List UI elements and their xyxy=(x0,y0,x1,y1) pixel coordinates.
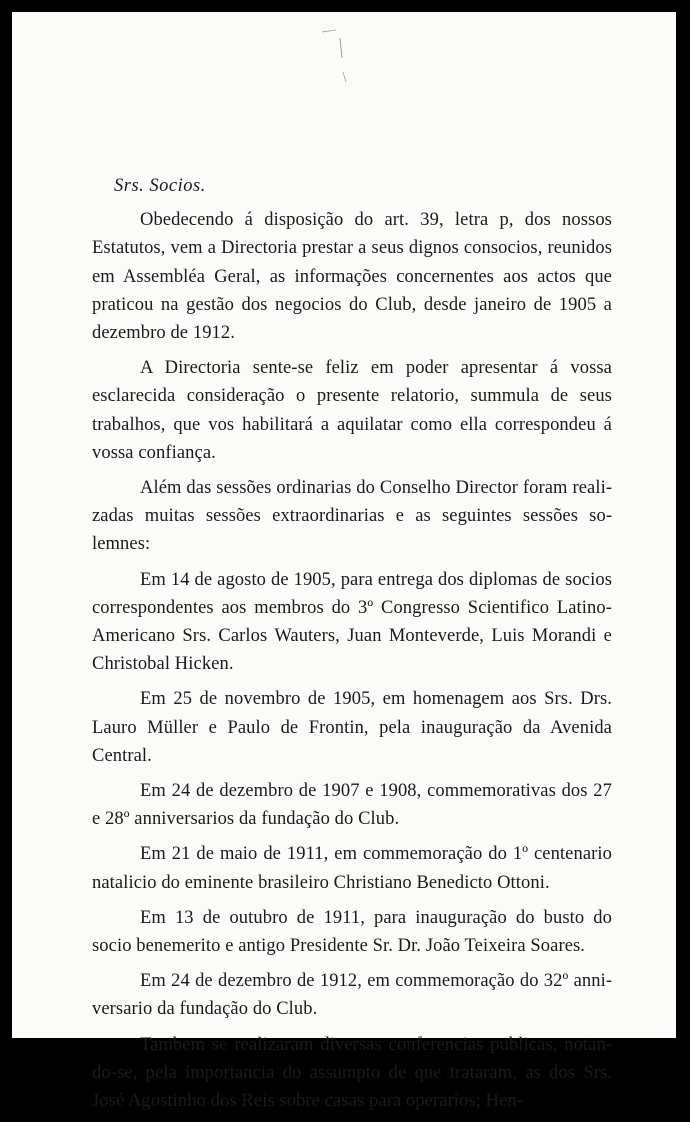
paragraph-statutes: Obedecendo á disposição do art. 39, letra p, dos nossos Estatutos, vem a Directoria prestar a seus dignos consocios, reunidos em Assembléa Geral, as informações concernentes aos actos que praticou na gestão dos negocios do Club, desde janeiro de 1905 a dezembro de 1912. xyxy=(92,210,612,344)
paragraph-session-1905-aug: Em 14 de agosto de 1905, para entrega dos diplomas de socios correspondentes aos membros do 3º Congresso Scientifico Latino-Americano Srs. Carlos Wauters, Juan Monteverde, Luis Morandi e Christobal Hicken. xyxy=(92,569,612,675)
paragraph-session-1911-oct: Em 13 de outubro de 1911, para inauguração do busto do socio benemerito e antigo Presidente Sr. Dr. João Teixeira Soares. xyxy=(92,907,612,957)
paragraph-session-1905-nov: Em 25 de novembro de 1905, em homenagem aos Srs. Drs. Lauro Müller e Paulo de Frontin, pela inauguração da Avenida Central. xyxy=(92,689,612,766)
paragraph-session-1911-may: Em 21 de maio de 1911, em commemoração do 1º centenario natalicio do eminente brasileiro Christiano Benedicto Ottoni. xyxy=(92,844,612,893)
salutation: Srs. Socios. xyxy=(114,176,206,196)
paragraph-session-1912-dec: Em 24 de dezembro de 1912, em commemoração do 32º anniversario da fundação do Club. xyxy=(92,971,612,1020)
paragraph-conferences: Tambem se realizaram diversas conferencias publicas, notando-se, pela importancia do assumpto de que trataram, as dos Srs. José Agostinho dos Reis sobre casas para operarios; Hen- xyxy=(92,1034,612,1112)
document-body xyxy=(92,172,612,1122)
document-page xyxy=(12,12,676,1112)
paragraph-session-1907-1908: Em 24 de dezembro de 1907 e 1908, commemorativas dos 27 e 28º anniversarios da fundação do Club. xyxy=(92,781,612,830)
paragraph-sessions: Além das sessões ordinarias do Conselho Director foram realizadas muitas sessões extraordinarias e as seguintes sessões solemnes: xyxy=(92,478,612,555)
paragraph-report: A Directoria sente-se feliz em poder apresentar á vossa esclarecida consideração o presente relatorio, summula de seus trabalhos, que vos habilitará a aquilatar como ella correspondeu á vossa confiança. xyxy=(92,358,612,463)
paper-specks xyxy=(312,24,372,94)
